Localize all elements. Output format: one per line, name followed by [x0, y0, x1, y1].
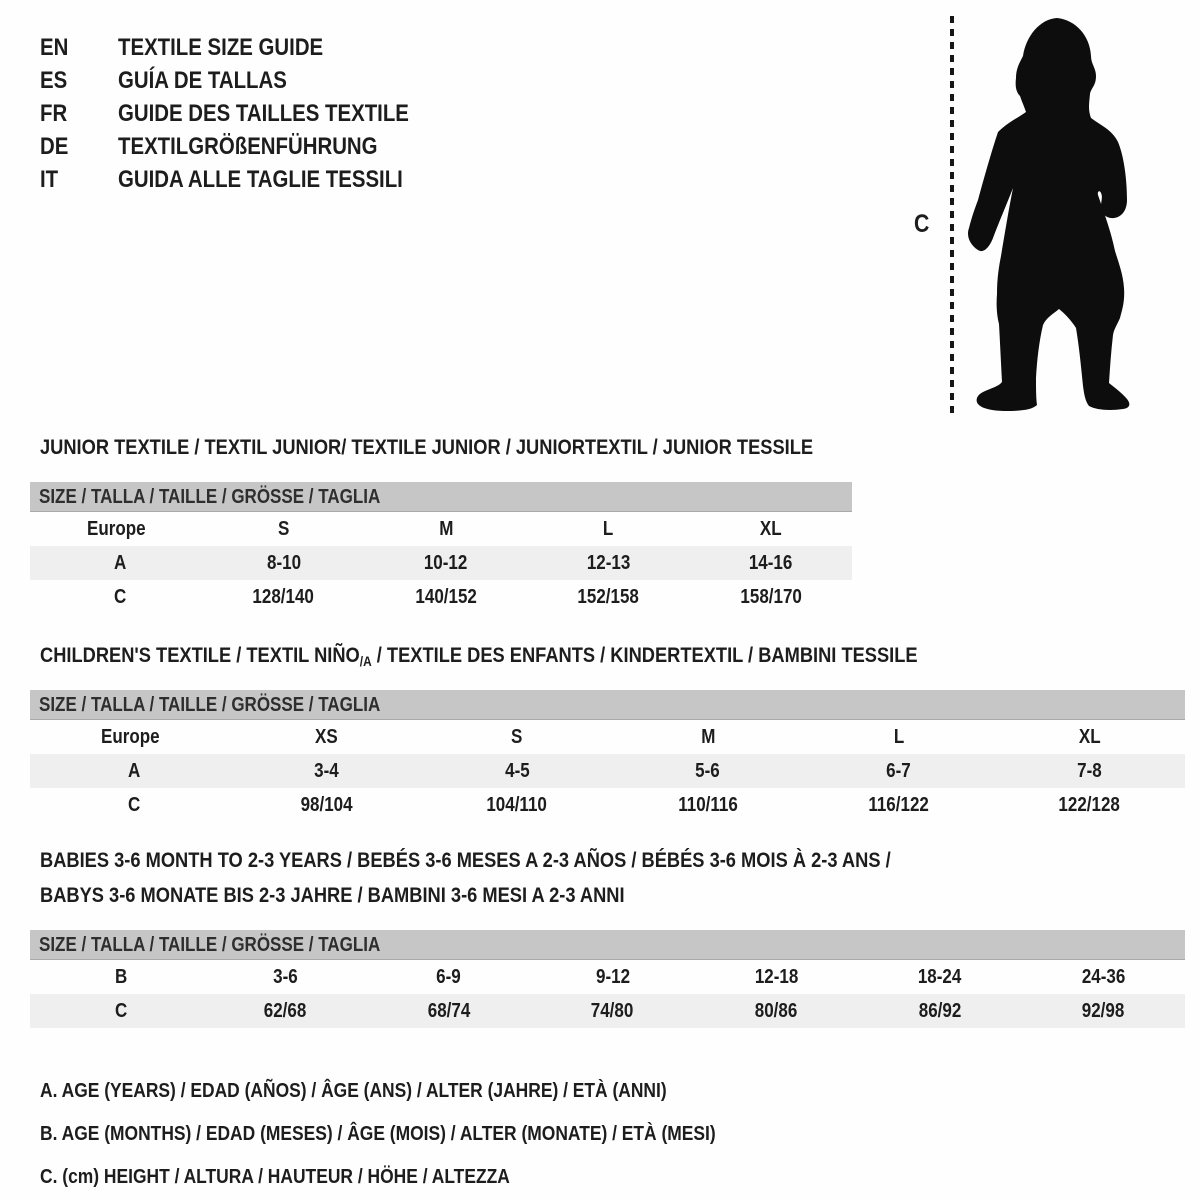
value-cell: 7-8 [1077, 760, 1102, 782]
size-cell: S [511, 726, 523, 748]
size-cell: XS [314, 726, 338, 748]
language-code: ES [40, 67, 68, 94]
language-code: DE [40, 133, 69, 160]
language-code: FR [40, 100, 68, 127]
value-cell: 68/74 [427, 1000, 471, 1022]
size-cell: L [603, 518, 614, 540]
value-cell: 74/80 [591, 1000, 634, 1022]
language-row-fr [40, 97, 460, 130]
value-cell: 62/68 [264, 1000, 307, 1022]
language-code: IT [40, 166, 59, 193]
legend-line-c: C. (cm) HEIGHT / ALTURA / HAUTEUR / HÖHE / ALTEZZA [40, 1165, 510, 1188]
size-cell: S [277, 518, 290, 540]
toddler-silhouette-image [950, 10, 1150, 420]
value-cell: 140/152 [415, 586, 477, 608]
junior-section-title: JUNIOR TEXTILE / TEXTIL JUNIOR/ TEXTILE JUNIOR / JUNIORTEXTIL / JUNIOR TESSILE [40, 435, 814, 459]
value-cell: 12-13 [586, 552, 631, 574]
size-cell: XL [1078, 726, 1101, 748]
language-title-list [40, 31, 460, 196]
row-label-cell: B [114, 966, 127, 988]
value-cell: 6-9 [436, 966, 462, 988]
junior-size-table [30, 482, 852, 614]
value-cell: 152/158 [577, 586, 640, 608]
table-row-sizes [30, 512, 852, 546]
table-row-age [30, 754, 1185, 788]
babies-size-table [30, 930, 1185, 1028]
size-header-bar: SIZE / TALLA / TAILLE / GRÖSSE / TAGLIA [30, 930, 1185, 960]
value-cell: 3-4 [313, 760, 339, 782]
value-cell: 18-24 [917, 966, 962, 988]
language-row-en [40, 31, 460, 64]
size-header-bar: SIZE / TALLA / TAILLE / GRÖSSE / TAGLIA [30, 482, 852, 512]
value-cell: 86/92 [918, 1000, 961, 1022]
value-cell: 92/98 [1081, 1000, 1125, 1022]
table-row-height [30, 788, 1185, 822]
table-row-height [30, 580, 852, 614]
language-row-it [40, 163, 460, 196]
value-cell: 3-6 [273, 966, 298, 988]
legend-line-a: A. AGE (YEARS) / EDAD (AÑOS) / ÂGE (ANS) / ALTER (JAHRE) / ETÀ (ANNI) [40, 1079, 667, 1102]
value-cell: 80/86 [754, 1000, 798, 1022]
table-row-age-months [30, 960, 1185, 994]
guide-title: TEXTILGRÖßENFÜHRUNG [118, 133, 378, 160]
table-row-height [30, 994, 1185, 1028]
value-cell: 12-18 [754, 966, 798, 988]
value-cell: 4-5 [504, 760, 530, 782]
size-cell: XL [759, 518, 782, 540]
size-cell: M [438, 518, 454, 540]
size-cell: M [700, 726, 715, 748]
value-cell: 116/122 [868, 794, 929, 816]
value-cell: 24-36 [1081, 966, 1125, 988]
measurement-legend [40, 1069, 835, 1198]
legend-line-b: B. AGE (MONTHS) / EDAD (MESES) / ÂGE (MOIS) / ALTER (MONATE) / ETÀ (MESI) [40, 1122, 716, 1145]
value-cell: 5-6 [695, 760, 721, 782]
language-code: EN [40, 34, 69, 61]
row-label-cell: A [128, 760, 141, 782]
children-size-table [30, 690, 1185, 822]
size-header-bar: SIZE / TALLA / TAILLE / GRÖSSE / TAGLIA [30, 690, 1185, 720]
size-cell: L [893, 726, 904, 748]
children-section-title: CHILDREN'S TEXTILE / TEXTIL NIÑO/A / TEXTILE DES ENFANTS / KINDERTEXTIL / BAMBINI TESSILE [40, 643, 918, 669]
guide-title: GUÍA DE TALLAS [118, 67, 287, 94]
row-label-cell: A [113, 552, 127, 574]
region-label-cell: Europe [100, 726, 160, 748]
row-label-cell: C [128, 794, 141, 816]
value-cell: 158/170 [740, 586, 802, 608]
value-cell: 6-7 [886, 760, 912, 782]
value-cell: 14-16 [749, 552, 793, 574]
value-cell: 110/116 [678, 794, 738, 816]
guide-title: TEXTILE SIZE GUIDE [118, 34, 324, 61]
value-cell: 9-12 [595, 966, 630, 988]
language-row-de [40, 130, 460, 163]
table-row-sizes [30, 720, 1185, 754]
value-cell: 8-10 [266, 552, 301, 574]
nino-a-subscript: /A [359, 653, 372, 669]
guide-title: GUIDE DES TAILLES TEXTILE [118, 100, 409, 127]
value-cell: 122/128 [1058, 794, 1121, 816]
row-label-cell: C [114, 1000, 127, 1022]
row-label-cell: C [113, 586, 127, 608]
babies-section-title-line1: BABIES 3-6 MONTH TO 2-3 YEARS / BEBÉS 3-6 MESES A 2-3 AÑOS / BÉBÉS 3-6 MOIS À 2-3 ANS / [40, 848, 891, 872]
value-cell: 104/110 [486, 794, 548, 816]
region-label-cell: Europe [86, 518, 146, 540]
babies-section-title-line2: BABYS 3-6 MONATE BIS 2-3 JAHRE / BAMBINI 3-6 MESI A 2-3 ANNI [40, 883, 625, 907]
value-cell: 98/104 [300, 794, 353, 816]
language-row-es [40, 64, 460, 97]
guide-title: GUIDA ALLE TAGLIE TESSILI [118, 166, 403, 193]
table-row-age [30, 546, 852, 580]
value-cell: 10-12 [424, 552, 468, 574]
height-measure-label: C [914, 210, 930, 238]
value-cell: 128/140 [252, 586, 315, 608]
